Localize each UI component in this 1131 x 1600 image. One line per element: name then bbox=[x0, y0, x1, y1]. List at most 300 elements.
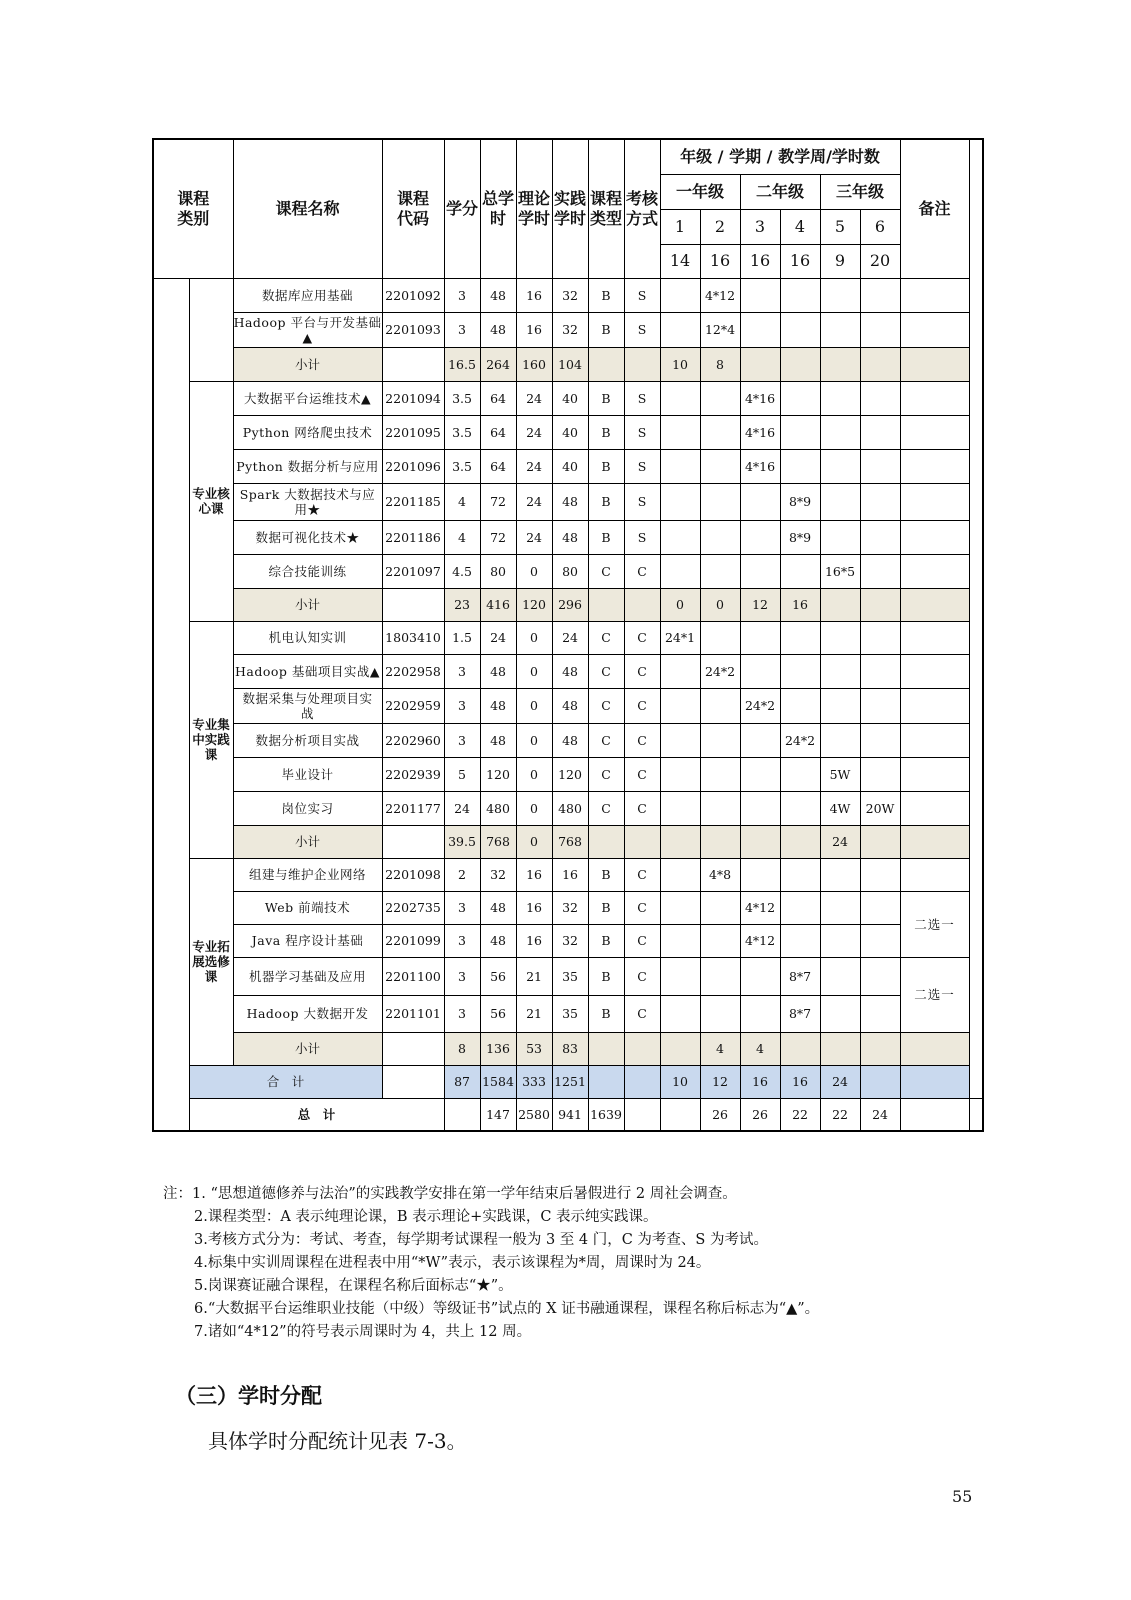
course-type: B bbox=[588, 891, 624, 924]
semester-cell bbox=[700, 924, 740, 957]
semester-cell bbox=[780, 654, 820, 688]
course-type: B bbox=[588, 415, 624, 449]
semester-cell bbox=[820, 891, 860, 924]
semester-cell bbox=[660, 891, 700, 924]
curriculum-table bbox=[152, 138, 984, 1132]
semester-cell: 4*16 bbox=[740, 381, 780, 415]
header-semester: 2 bbox=[700, 209, 740, 244]
subtotal-label: 小计 bbox=[233, 825, 382, 858]
course-code: 2202735 bbox=[382, 891, 444, 924]
course-credit: 3 bbox=[444, 891, 480, 924]
subtotal-exam bbox=[624, 1032, 660, 1065]
header-course-name: 课程名称 bbox=[233, 139, 382, 278]
subtotal-semester bbox=[820, 347, 860, 381]
course-credit: 3 bbox=[444, 924, 480, 957]
course-credit: 3.5 bbox=[444, 381, 480, 415]
note-line: 6.“大数据平台运维职业技能（中级）等级证书”试点的 X 证书融通课程，课程名称后标志为“▲”。 bbox=[194, 1301, 820, 1317]
subtotal-semester: 4 bbox=[700, 1032, 740, 1065]
remark-cell bbox=[900, 449, 969, 483]
semester-cell bbox=[740, 995, 780, 1032]
subtotal-credit: 8 bbox=[444, 1032, 480, 1065]
subtotal-type bbox=[588, 588, 624, 621]
course-type: C bbox=[588, 791, 624, 825]
table-row bbox=[153, 757, 983, 791]
course-name: 岗位实习 bbox=[233, 791, 382, 825]
semester-cell bbox=[740, 312, 780, 347]
sum-theory-hours: 333 bbox=[516, 1065, 552, 1098]
course-exam-mode: S bbox=[624, 520, 660, 554]
subtotal-total-hours: 768 bbox=[480, 825, 516, 858]
course-practice-hours: 32 bbox=[552, 924, 588, 957]
semester-cell bbox=[740, 554, 780, 588]
category-cell bbox=[189, 278, 233, 381]
page-number: 55 bbox=[952, 1487, 973, 1506]
course-credit: 3 bbox=[444, 278, 480, 312]
semester-cell: 8*9 bbox=[780, 520, 820, 554]
semester-cell bbox=[780, 449, 820, 483]
semester-cell bbox=[660, 483, 700, 520]
course-total-hours: 48 bbox=[480, 688, 516, 723]
course-credit: 3.5 bbox=[444, 449, 480, 483]
semester-cell bbox=[860, 858, 900, 891]
course-credit: 3.5 bbox=[444, 415, 480, 449]
semester-cell bbox=[860, 449, 900, 483]
course-practice-hours: 40 bbox=[552, 381, 588, 415]
header-grade-1: 一年级 bbox=[660, 174, 740, 209]
subtotal-remark bbox=[900, 1032, 969, 1065]
course-exam-mode: S bbox=[624, 449, 660, 483]
subtotal-semester bbox=[660, 825, 700, 858]
semester-cell bbox=[820, 723, 860, 757]
semester-cell bbox=[700, 483, 740, 520]
semester-cell bbox=[780, 858, 820, 891]
subtotal-credit: 23 bbox=[444, 588, 480, 621]
note-line: 3.考核方式分为：考试、考查，每学期考试课程一般为 3 至 4 门，C 为考查、S 为考试。 bbox=[194, 1232, 768, 1248]
subtotal-semester bbox=[860, 825, 900, 858]
remark-cell bbox=[900, 791, 969, 825]
semester-cell bbox=[740, 723, 780, 757]
remark-cell bbox=[900, 554, 969, 588]
sum-exam bbox=[624, 1065, 660, 1098]
semester-cell bbox=[700, 723, 740, 757]
header-credit: 学分 bbox=[444, 139, 480, 278]
course-exam-mode: S bbox=[624, 278, 660, 312]
semester-cell bbox=[860, 520, 900, 554]
grand-total-exam bbox=[660, 1098, 700, 1131]
course-total-hours: 48 bbox=[480, 654, 516, 688]
semester-cell: 4*16 bbox=[740, 449, 780, 483]
course-theory-hours: 0 bbox=[516, 688, 552, 723]
remark-cell bbox=[900, 858, 969, 891]
course-credit: 2 bbox=[444, 858, 480, 891]
semester-cell bbox=[860, 654, 900, 688]
subtotal-practice-hours: 104 bbox=[552, 347, 588, 381]
course-total-hours: 48 bbox=[480, 924, 516, 957]
course-name: 组建与维护企业网络 bbox=[233, 858, 382, 891]
course-name: Hadoop 基础项目实战▲ bbox=[233, 654, 382, 688]
header-semester: 1 bbox=[660, 209, 700, 244]
header-weeks: 14 bbox=[660, 244, 700, 278]
course-practice-hours: 40 bbox=[552, 415, 588, 449]
header-course-type: 课程 类型 bbox=[588, 139, 624, 278]
subtotal-semester bbox=[700, 825, 740, 858]
semester-cell: 20W bbox=[860, 791, 900, 825]
course-name: 数据库应用基础 bbox=[233, 278, 382, 312]
course-type: B bbox=[588, 995, 624, 1032]
subtotal-semester: 8 bbox=[700, 347, 740, 381]
course-type: C bbox=[588, 621, 624, 654]
subtotal-label: 小计 bbox=[233, 588, 382, 621]
semester-cell bbox=[780, 791, 820, 825]
semester-cell bbox=[700, 688, 740, 723]
semester-cell bbox=[780, 312, 820, 347]
semester-cell: 4*12 bbox=[740, 924, 780, 957]
course-code: 2201186 bbox=[382, 520, 444, 554]
subtotal-semester: 16 bbox=[780, 588, 820, 621]
header-practice-hours: 实践 学时 bbox=[552, 139, 588, 278]
semester-cell bbox=[820, 654, 860, 688]
remark-cell bbox=[900, 415, 969, 449]
course-total-hours: 64 bbox=[480, 415, 516, 449]
course-code: 2202958 bbox=[382, 654, 444, 688]
course-code: 2201093 bbox=[382, 312, 444, 347]
grand-total-semester: 22 bbox=[820, 1098, 860, 1131]
grand-total-semester: 22 bbox=[780, 1098, 820, 1131]
remark-cell bbox=[900, 688, 969, 723]
table-row bbox=[153, 312, 983, 347]
course-theory-hours: 24 bbox=[516, 381, 552, 415]
course-exam-mode: C bbox=[624, 621, 660, 654]
subtotal-practice-hours: 768 bbox=[552, 825, 588, 858]
subtotal-semester bbox=[860, 588, 900, 621]
grand-total-credit: 147 bbox=[480, 1098, 516, 1131]
course-total-hours: 480 bbox=[480, 791, 516, 825]
grand-total-semester: 24 bbox=[860, 1098, 900, 1131]
semester-cell bbox=[700, 381, 740, 415]
course-code: 2201098 bbox=[382, 858, 444, 891]
course-code: 2202959 bbox=[382, 688, 444, 723]
semester-cell: 4*12 bbox=[700, 278, 740, 312]
course-credit: 3 bbox=[444, 312, 480, 347]
sum-label: 合 计 bbox=[189, 1065, 382, 1098]
semester-cell bbox=[820, 995, 860, 1032]
subtotal-semester: 0 bbox=[700, 588, 740, 621]
note-line: 5.岗课赛证融合课程，在课程名称后面标志“★”。 bbox=[194, 1278, 513, 1294]
grand-total-semester: 26 bbox=[740, 1098, 780, 1131]
semester-cell bbox=[660, 924, 700, 957]
semester-cell bbox=[700, 621, 740, 654]
course-code: 2201094 bbox=[382, 381, 444, 415]
semester-cell bbox=[740, 757, 780, 791]
course-type: B bbox=[588, 520, 624, 554]
semester-cell bbox=[820, 621, 860, 654]
course-exam-mode: C bbox=[624, 723, 660, 757]
semester-cell bbox=[660, 381, 700, 415]
grand-total-semester: 26 bbox=[700, 1098, 740, 1131]
subtotal-row bbox=[153, 825, 983, 858]
semester-cell: 12*4 bbox=[700, 312, 740, 347]
course-theory-hours: 0 bbox=[516, 554, 552, 588]
category-cell: 专业集 中实践 课 bbox=[189, 621, 233, 858]
remark-cell bbox=[900, 312, 969, 347]
table-row bbox=[153, 723, 983, 757]
semester-cell bbox=[700, 554, 740, 588]
semester-cell: 4*12 bbox=[740, 891, 780, 924]
semester-cell bbox=[820, 858, 860, 891]
course-practice-hours: 120 bbox=[552, 757, 588, 791]
header-semester: 3 bbox=[740, 209, 780, 244]
subtotal-row bbox=[153, 347, 983, 381]
course-exam-mode: C bbox=[624, 654, 660, 688]
semester-cell bbox=[860, 312, 900, 347]
course-code: 2201100 bbox=[382, 957, 444, 995]
header-category: 课程 类别 bbox=[153, 139, 233, 278]
subtotal-total-hours: 264 bbox=[480, 347, 516, 381]
course-type: C bbox=[588, 654, 624, 688]
semester-cell bbox=[860, 924, 900, 957]
course-code: 1803410 bbox=[382, 621, 444, 654]
table-row bbox=[153, 995, 983, 1032]
subtotal-label: 小计 bbox=[233, 347, 382, 381]
course-type: B bbox=[588, 957, 624, 995]
course-theory-hours: 21 bbox=[516, 957, 552, 995]
course-type: C bbox=[588, 723, 624, 757]
remark-cell bbox=[900, 381, 969, 415]
course-total-hours: 32 bbox=[480, 858, 516, 891]
course-theory-hours: 24 bbox=[516, 449, 552, 483]
table-row bbox=[153, 381, 983, 415]
semester-cell bbox=[860, 278, 900, 312]
semester-cell bbox=[700, 891, 740, 924]
grand-total-semester bbox=[900, 1098, 969, 1131]
table-row bbox=[153, 654, 983, 688]
course-theory-hours: 16 bbox=[516, 278, 552, 312]
semester-cell bbox=[860, 757, 900, 791]
course-exam-mode: C bbox=[624, 554, 660, 588]
course-total-hours: 48 bbox=[480, 312, 516, 347]
subtotal-semester bbox=[780, 347, 820, 381]
table-row bbox=[153, 621, 983, 654]
course-type: B bbox=[588, 483, 624, 520]
remark-cell bbox=[900, 278, 969, 312]
semester-cell bbox=[740, 654, 780, 688]
table-row bbox=[153, 891, 983, 924]
subtotal-exam bbox=[624, 825, 660, 858]
course-type: B bbox=[588, 278, 624, 312]
table-header bbox=[153, 139, 983, 278]
remark-cell bbox=[900, 621, 969, 654]
semester-cell bbox=[860, 381, 900, 415]
course-type: B bbox=[588, 924, 624, 957]
subtotal-semester: 24 bbox=[820, 825, 860, 858]
course-credit: 1.5 bbox=[444, 621, 480, 654]
course-credit: 4 bbox=[444, 520, 480, 554]
course-total-hours: 72 bbox=[480, 520, 516, 554]
table-row bbox=[153, 449, 983, 483]
course-credit: 3 bbox=[444, 688, 480, 723]
category-cell: 专业核 心课 bbox=[189, 381, 233, 621]
semester-cell: 4W bbox=[820, 791, 860, 825]
course-credit: 3 bbox=[444, 957, 480, 995]
section-body: 具体学时分配统计见表 7-3。 bbox=[208, 1429, 467, 1453]
course-name: Hadoop 平台与开发基础▲ bbox=[233, 312, 382, 347]
subtotal-semester bbox=[780, 825, 820, 858]
subtotal-semester bbox=[860, 1032, 900, 1065]
remark-choice-cell: 二选一 bbox=[900, 957, 969, 1032]
course-practice-hours: 48 bbox=[552, 654, 588, 688]
subtotal-practice-hours: 83 bbox=[552, 1032, 588, 1065]
header-weeks: 9 bbox=[820, 244, 860, 278]
semester-cell bbox=[700, 449, 740, 483]
semester-cell bbox=[820, 688, 860, 723]
course-exam-mode: C bbox=[624, 995, 660, 1032]
course-exam-mode: C bbox=[624, 688, 660, 723]
subtotal-remark bbox=[900, 347, 969, 381]
course-credit: 4.5 bbox=[444, 554, 480, 588]
header-semester: 5 bbox=[820, 209, 860, 244]
subtotal-theory-hours: 160 bbox=[516, 347, 552, 381]
course-code: 2201185 bbox=[382, 483, 444, 520]
sum-code bbox=[382, 1065, 444, 1098]
course-type: B bbox=[588, 449, 624, 483]
course-name: 毕业设计 bbox=[233, 757, 382, 791]
subtotal-exam bbox=[624, 588, 660, 621]
category-outer-cell bbox=[153, 278, 189, 1131]
subtotal-code bbox=[382, 588, 444, 621]
semester-cell bbox=[820, 381, 860, 415]
sum-type bbox=[588, 1065, 624, 1098]
semester-cell: 8*7 bbox=[780, 995, 820, 1032]
semester-cell bbox=[660, 995, 700, 1032]
subtotal-row bbox=[153, 588, 983, 621]
course-name: 大数据平台运维技术▲ bbox=[233, 381, 382, 415]
subtotal-semester bbox=[820, 588, 860, 621]
subtotal-type bbox=[588, 1032, 624, 1065]
sum-semester: 10 bbox=[660, 1065, 700, 1098]
semester-cell bbox=[660, 554, 700, 588]
semester-cell bbox=[780, 891, 820, 924]
remark-cell bbox=[900, 757, 969, 791]
grand-total-hours: 2580 bbox=[516, 1098, 552, 1131]
semester-cell bbox=[700, 757, 740, 791]
semester-cell bbox=[700, 520, 740, 554]
subtotal-semester bbox=[740, 825, 780, 858]
semester-cell bbox=[660, 757, 700, 791]
subtotal-remark bbox=[900, 588, 969, 621]
semester-cell: 8*7 bbox=[780, 957, 820, 995]
semester-cell bbox=[780, 554, 820, 588]
subtotal-credit: 16.5 bbox=[444, 347, 480, 381]
sum-practice-hours: 1251 bbox=[552, 1065, 588, 1098]
course-exam-mode: S bbox=[624, 381, 660, 415]
semester-cell bbox=[820, 924, 860, 957]
course-practice-hours: 35 bbox=[552, 995, 588, 1032]
course-exam-mode: C bbox=[624, 858, 660, 891]
remark-cell bbox=[900, 723, 969, 757]
course-name: Web 前端技术 bbox=[233, 891, 382, 924]
course-total-hours: 56 bbox=[480, 995, 516, 1032]
course-practice-hours: 16 bbox=[552, 858, 588, 891]
remark-cell bbox=[900, 654, 969, 688]
header-exam-mode: 考核 方式 bbox=[624, 139, 660, 278]
subtotal-theory-hours: 53 bbox=[516, 1032, 552, 1065]
semester-cell: 5W bbox=[820, 757, 860, 791]
table-notes bbox=[163, 1183, 1003, 1344]
semester-cell: 24*2 bbox=[740, 688, 780, 723]
sum-remark bbox=[900, 1065, 969, 1098]
header-weeks: 16 bbox=[780, 244, 820, 278]
course-practice-hours: 480 bbox=[552, 791, 588, 825]
semester-cell bbox=[700, 415, 740, 449]
course-theory-hours: 0 bbox=[516, 621, 552, 654]
semester-cell bbox=[660, 415, 700, 449]
course-total-hours: 120 bbox=[480, 757, 516, 791]
sum-semester: 16 bbox=[740, 1065, 780, 1098]
header-weeks: 16 bbox=[740, 244, 780, 278]
subtotal-semester bbox=[860, 347, 900, 381]
semester-cell bbox=[660, 688, 700, 723]
semester-cell bbox=[740, 483, 780, 520]
course-exam-mode: S bbox=[624, 312, 660, 347]
course-practice-hours: 48 bbox=[552, 723, 588, 757]
semester-cell bbox=[860, 688, 900, 723]
semester-cell bbox=[860, 415, 900, 449]
course-code: 2202960 bbox=[382, 723, 444, 757]
course-type: C bbox=[588, 554, 624, 588]
course-practice-hours: 32 bbox=[552, 278, 588, 312]
table-row bbox=[153, 957, 983, 995]
semester-cell bbox=[820, 520, 860, 554]
course-name: Hadoop 大数据开发 bbox=[233, 995, 382, 1032]
course-type: C bbox=[588, 757, 624, 791]
sum-semester: 24 bbox=[820, 1065, 860, 1098]
table-row bbox=[153, 520, 983, 554]
remark-cell bbox=[900, 520, 969, 554]
course-name: 机器学习基础及应用 bbox=[233, 957, 382, 995]
course-theory-hours: 24 bbox=[516, 415, 552, 449]
semester-cell bbox=[740, 278, 780, 312]
semester-cell bbox=[700, 995, 740, 1032]
course-theory-hours: 0 bbox=[516, 723, 552, 757]
course-code: 2201177 bbox=[382, 791, 444, 825]
header-course-code: 课程 代码 bbox=[382, 139, 444, 278]
subtotal-code bbox=[382, 825, 444, 858]
course-code: 2201095 bbox=[382, 415, 444, 449]
semester-cell bbox=[860, 995, 900, 1032]
course-exam-mode: C bbox=[624, 924, 660, 957]
semester-cell bbox=[740, 520, 780, 554]
course-exam-mode: C bbox=[624, 757, 660, 791]
semester-cell bbox=[660, 278, 700, 312]
header-weeks: 20 bbox=[860, 244, 900, 278]
subtotal-row bbox=[153, 1032, 983, 1065]
note-line: 4.标集中实训周课程在进程表中用“*W”表示，表示该课程为*周，周课时为 24。 bbox=[194, 1255, 711, 1271]
subtotal-type bbox=[588, 825, 624, 858]
course-total-hours: 48 bbox=[480, 278, 516, 312]
course-practice-hours: 32 bbox=[552, 891, 588, 924]
course-exam-mode: C bbox=[624, 957, 660, 995]
course-type: B bbox=[588, 312, 624, 347]
category-cell: 专业拓 展选修 课 bbox=[189, 858, 233, 1065]
sum-semester: 16 bbox=[780, 1065, 820, 1098]
subtotal-type bbox=[588, 347, 624, 381]
semester-cell bbox=[820, 278, 860, 312]
semester-cell: 24*2 bbox=[700, 654, 740, 688]
sum-credit: 87 bbox=[444, 1065, 480, 1098]
semester-cell bbox=[660, 654, 700, 688]
grand-total-row bbox=[153, 1098, 983, 1131]
course-practice-hours: 48 bbox=[552, 520, 588, 554]
